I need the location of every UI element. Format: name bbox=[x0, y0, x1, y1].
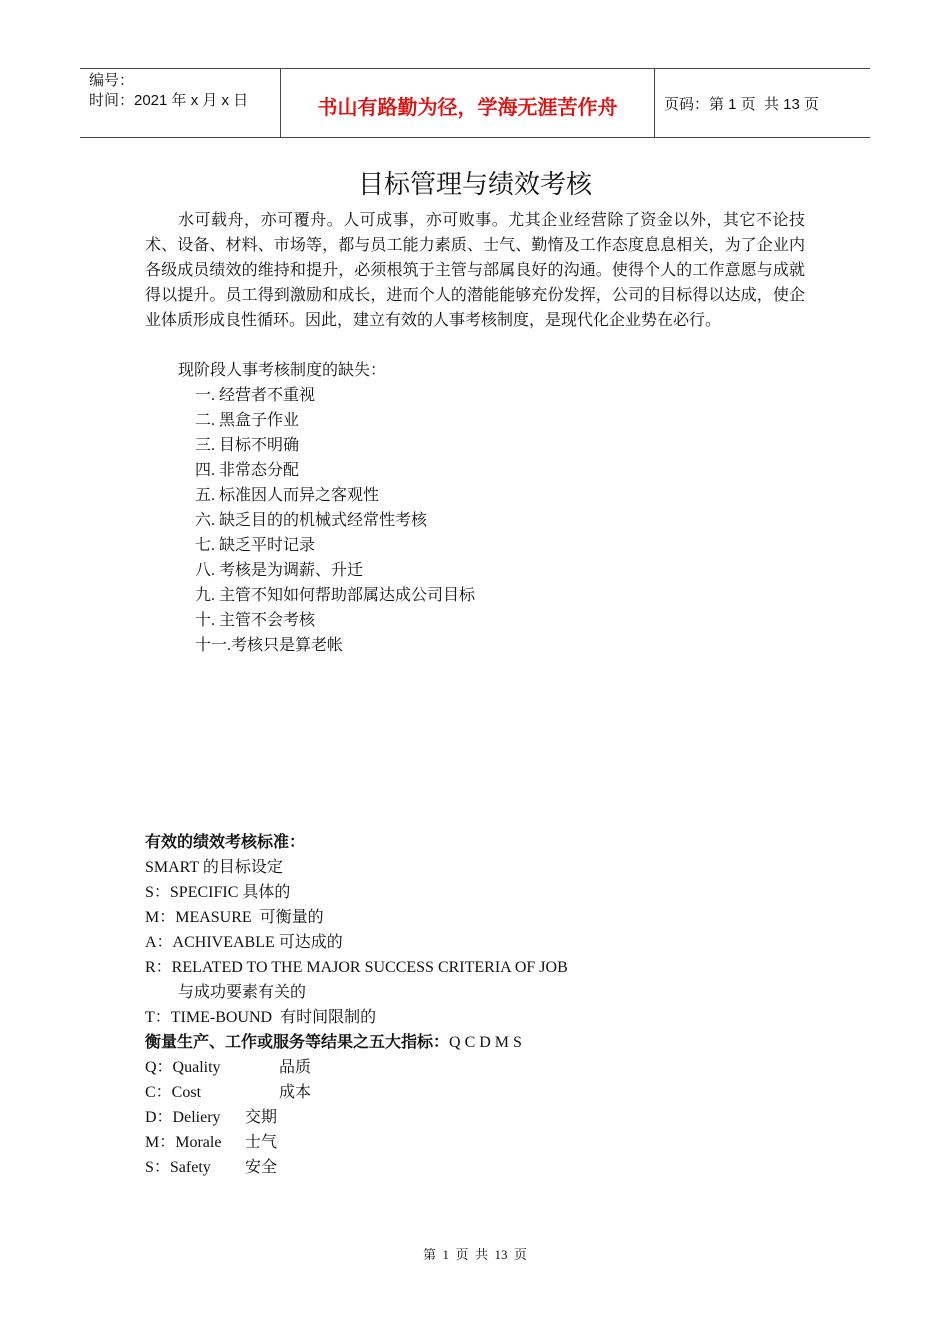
list-item: 十. 主管不会考核 bbox=[195, 612, 316, 629]
qcdms-row bbox=[145, 1130, 845, 1155]
smart-section bbox=[145, 830, 845, 1180]
list-item: 一. 经营者不重视 bbox=[195, 387, 316, 404]
qcdms-row bbox=[145, 1105, 845, 1130]
qcdms-term: Q：Quality bbox=[145, 1059, 221, 1076]
qcdms-term: C：Cost bbox=[145, 1084, 202, 1101]
smart-subtitle: SMART 的目标设定 bbox=[145, 859, 283, 876]
qcdms-row bbox=[145, 1155, 845, 1180]
page-footer: 第 1 页 共 13 页 bbox=[422, 1247, 527, 1262]
smart-heading: 有效的绩效考核标准： bbox=[145, 834, 306, 851]
number-label: 编号： bbox=[89, 72, 135, 89]
smart-item: S：SPECIFIC 具体的 bbox=[145, 884, 291, 901]
smart-item: A：ACHIVEABLE 可达成的 bbox=[145, 934, 343, 951]
smart-item: T：TIME-BOUND 有时间限制的 bbox=[145, 1009, 377, 1026]
header-meta-cell bbox=[80, 69, 281, 137]
header-motto-cell bbox=[281, 69, 655, 137]
qcdms-heading: 衡量生产、工作或服务等结果之五大指标： bbox=[145, 1034, 450, 1051]
list-item: 八. 考核是为调薪、升迁 bbox=[195, 562, 364, 579]
motto-text: 书山有路勤为径，学海无涯苦作舟 bbox=[317, 94, 618, 119]
list-item: 七. 缺乏平时记录 bbox=[195, 537, 316, 554]
list-item: 六. 缺乏目的的机械式经常性考核 bbox=[195, 512, 428, 529]
qcdms-row bbox=[145, 1055, 845, 1080]
smart-item-continuation: 与成功要素有关的 bbox=[178, 984, 307, 1001]
list-item: 十一.考核只是算老帐 bbox=[195, 637, 344, 654]
page-info: 页码：第 1 页 共 13 页 bbox=[664, 95, 820, 113]
list-item: 九. 主管不知如何帮助部属达成公司目标 bbox=[195, 587, 476, 604]
list-item: 三. 目标不明确 bbox=[195, 437, 300, 454]
date-label: 时间：2021 年 x 月 x 日 bbox=[89, 92, 249, 109]
defects-list bbox=[195, 383, 475, 658]
qcdms-heading-suffix: Q C D M S bbox=[449, 1034, 522, 1051]
page-title: 目标管理与绩效考核 bbox=[357, 170, 592, 200]
qcdms-heading-line bbox=[145, 1030, 845, 1055]
qcdms-term: M：Morale bbox=[145, 1134, 222, 1151]
qcdms-meaning: 士气 bbox=[245, 1134, 278, 1151]
qcdms-meaning: 交期 bbox=[245, 1109, 278, 1126]
defects-heading: 现阶段人事考核制度的缺失： bbox=[178, 362, 387, 379]
header-page-cell bbox=[655, 69, 870, 137]
smart-item: R：RELATED TO THE MAJOR SUCCESS CRITERIA OF JOB bbox=[145, 959, 568, 976]
qcdms-meaning: 品质 bbox=[279, 1059, 312, 1076]
qcdms-meaning: 安全 bbox=[245, 1159, 278, 1176]
qcdms-term: S：Safety bbox=[145, 1159, 211, 1176]
qcdms-row bbox=[145, 1080, 845, 1105]
document-header bbox=[80, 68, 870, 138]
intro-paragraph: 水可载舟，亦可覆舟。人可成事，亦可败事。尤其企业经营除了资金以外，其它不论技术、设备、材料、市场等，都与员工能力素质、士气、勤惰及工作态度息息相关，为了企业内各级成员绩效的维持和提升，必须根筑于主管与部属良好的沟通。使得个人的工作意愿与成就得以提升。员工得到激励和成长，进而个人的潜能能够充份发挥，公司的目标得以达成，使企业体质形成良性循环。因此，建立有效的人事考核制度，是现代化企业势在必行。 bbox=[145, 212, 805, 329]
list-item: 五. 标准因人而异之客观性 bbox=[195, 487, 380, 504]
qcdms-meaning: 成本 bbox=[279, 1084, 312, 1101]
list-item: 四. 非常态分配 bbox=[195, 462, 300, 479]
list-item: 二. 黑盒子作业 bbox=[195, 412, 300, 429]
smart-item: M：MEASURE 可衡量的 bbox=[145, 909, 324, 926]
qcdms-term: D：Deliery bbox=[145, 1109, 221, 1126]
